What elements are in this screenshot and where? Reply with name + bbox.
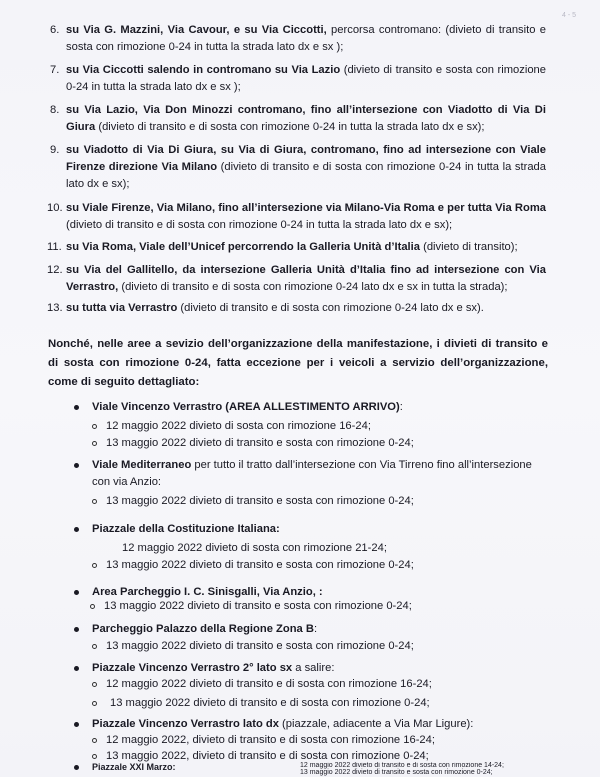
bullet-icon xyxy=(74,627,79,632)
sub-bullet-icon xyxy=(92,701,97,706)
detail-text: 12 maggio 2022 divieto di transito e di sosta con rimozione 16-24; xyxy=(106,678,432,690)
area-item xyxy=(92,399,552,416)
area-name: Piazzale della Costituzione Italiana: xyxy=(92,523,280,535)
item-streets: su Via G. Mazzini, Via Cavour, e su Via Ciccotti, xyxy=(66,24,327,36)
area-note: : xyxy=(313,623,318,635)
bullet-icon xyxy=(74,765,79,770)
area-detail xyxy=(106,419,546,434)
sub-bullet-icon xyxy=(92,682,97,687)
area-item xyxy=(92,457,552,491)
bullet-icon xyxy=(74,405,79,410)
item-number: 11. xyxy=(47,241,62,253)
list-item-6 xyxy=(50,22,546,56)
list-item-10 xyxy=(47,200,546,234)
area-detail xyxy=(110,696,550,711)
area-name: Piazzale Vincenzo Verrastro lato dx xyxy=(92,718,279,730)
bullet-icon xyxy=(74,463,79,468)
area-detail xyxy=(122,541,562,556)
intro-paragraph: Nonché, nelle aree a sevizio dell’organizzazione della manifestazione, i divieti di transito e di sosta con rimozione 0-24, fatta eccezione per i veicoli a servizio dell’organizzazione, come di seguito dettagliato: xyxy=(48,338,548,388)
detail-text: 13 maggio 2022 divieto di transito e sosta con rimozione 0-24; xyxy=(300,769,493,776)
bullet-icon xyxy=(74,527,79,532)
area-name: Viale Mediterraneo xyxy=(92,459,192,471)
item-restriction: (divieto di transito e sosta con rimozione 0-24 in tutta la strada lato dx e sx ); xyxy=(66,64,546,93)
detail-text: 12 maggio 2022, divieto di transito e di sosta con rimozione 16-24; xyxy=(106,734,435,746)
detail-text: 13 maggio 2022 divieto di transito e sosta con rimozione 0-24; xyxy=(106,495,414,507)
item-restriction: (divieto di transito); xyxy=(419,241,518,253)
bullet-icon xyxy=(74,722,79,727)
area-note: (piazzale, adiacente a Via Mar Ligure): xyxy=(278,718,474,730)
item-number: 12. xyxy=(47,264,63,276)
item-restriction: (divieto di transito e di sosta con rimozione 0-24 in tutta la strada lato dx e sx); xyxy=(66,161,546,190)
detail-text: 12 maggio 2022 divieto di sosta con rimozione 16-24; xyxy=(106,420,371,432)
sub-bullet-icon xyxy=(92,563,97,568)
area-detail xyxy=(106,558,546,573)
detail-text: 13 maggio 2022 divieto di transito e sosta con rimozione 0-24; xyxy=(104,600,412,612)
item-streets: su Via Ciccotti salendo in contromano su Via Lazio xyxy=(66,64,341,76)
area-name: Piazzale XXI Marzo: xyxy=(92,762,176,772)
sub-bullet-icon xyxy=(90,604,95,609)
area-name: Area Parcheggio I. C. Sinisgalli, Via Anzio, : xyxy=(92,586,323,598)
item-restriction: (divieto di transito e di sosta con rimozione 0-24 lato dx e sx). xyxy=(177,302,484,314)
sub-bullet-icon xyxy=(92,424,97,429)
area-detail xyxy=(106,733,546,748)
area-name: Parcheggio Palazzo della Regione Zona B xyxy=(92,623,314,635)
area-note: : xyxy=(399,401,403,413)
sub-bullet-icon xyxy=(92,754,97,759)
item-restriction: (divieto di transito e di sosta con rimozione 0-24 lato dx e sx in tutta la strada); xyxy=(118,281,508,293)
item-streets: su Via Lazio, Via Don Minozzi contromano, fino all’intersezione con Viadotto di Via Di Giura xyxy=(66,104,546,133)
list-item-7 xyxy=(50,62,546,96)
area-details-compact xyxy=(300,762,590,776)
area-item xyxy=(92,621,552,638)
list-item-11 xyxy=(47,239,546,256)
list-item-13 xyxy=(47,300,546,317)
item-restriction: percorsa contromano: (divieto di transito e sosta con rimozione 0-24 in tutta la strada lato dx e sx ); xyxy=(66,24,546,53)
sub-bullet-icon xyxy=(92,738,97,743)
sub-bullet-icon xyxy=(92,499,97,504)
list-item-12 xyxy=(47,262,546,296)
area-detail xyxy=(106,677,546,692)
item-streets: su Via del Gallitello, da intersezione Galleria Unità d’Italia fino ad intersezione con Via Verrastro, xyxy=(66,264,546,293)
item-restriction: (divieto di transito e di sosta con rimozione 0-24 in tutta la strada lato dx e sx); xyxy=(95,121,485,133)
detail-text: 13 maggio 2022 divieto di transito e di sosta con rimozione 0-24; xyxy=(110,697,430,709)
area-name: Viale Vincenzo Verrastro (AREA ALLESTIMENTO ARRIVO) xyxy=(92,401,400,413)
item-number: 9. xyxy=(50,144,60,156)
detail-text: 13 maggio 2022 divieto di transito e sosta con rimozione 0-24; xyxy=(106,437,414,449)
sub-bullet-icon xyxy=(92,644,97,649)
area-note: per tutto il tratto dall’intersezione con Via Tirreno fino all’intersezione con via Anzio: xyxy=(92,459,532,488)
item-number: 7. xyxy=(50,64,60,76)
sub-bullet-icon xyxy=(92,441,97,446)
list-item-9 xyxy=(50,142,546,193)
detail-text: 13 maggio 2022 divieto di transito e sosta con rimozione 0-24; xyxy=(106,559,414,571)
item-streets: su Viadotto di Via Di Giura, su Via di Giura, contromano, fino ad intersezione con Viale Firenze direzione Via Milano xyxy=(66,144,546,173)
bullet-icon xyxy=(74,590,79,595)
item-number: 13. xyxy=(47,302,63,314)
area-name: Piazzale Vincenzo Verrastro 2° lato sx xyxy=(92,662,293,674)
item-number: 6. xyxy=(50,24,60,36)
area-detail xyxy=(104,599,544,614)
item-streets: su Via Roma, Viale dell’Unicef percorrendo la Galleria Unità d’Italia xyxy=(66,241,420,253)
detail-text: 13 maggio 2022, divieto di transito e di sosta con rimozione 0-24; xyxy=(106,750,429,762)
area-item xyxy=(92,521,552,538)
detail-text: 12 maggio 2022 divieto di transito e di sosta con rimozione 14-24; xyxy=(300,762,504,769)
area-detail xyxy=(106,494,546,509)
bullet-icon xyxy=(74,666,79,671)
area-detail xyxy=(106,436,546,451)
item-number: 10. xyxy=(47,202,63,214)
item-streets: su tutta via Verrastro xyxy=(66,302,178,314)
item-restriction: (divieto di transito e di sosta con rimozione 0-24 in tutta la strada lato dx e sx); xyxy=(66,219,453,231)
list-item-8 xyxy=(50,102,546,136)
area-note: a salire: xyxy=(292,662,335,674)
area-item xyxy=(92,716,552,733)
area-detail xyxy=(106,639,546,654)
item-streets: su Viale Firenze, Via Milano, fino all’intersezione via Milano-Via Roma e per tutta Via Roma xyxy=(66,202,546,214)
page-number-mark: 4 - 5 xyxy=(561,12,576,19)
area-item xyxy=(92,660,552,677)
detail-text: 12 maggio 2022 divieto di sosta con rimozione 21-24; xyxy=(122,542,387,554)
detail-text: 13 maggio 2022 divieto di transito e sosta con rimozione 0-24; xyxy=(106,640,414,652)
item-number: 8. xyxy=(50,104,60,116)
